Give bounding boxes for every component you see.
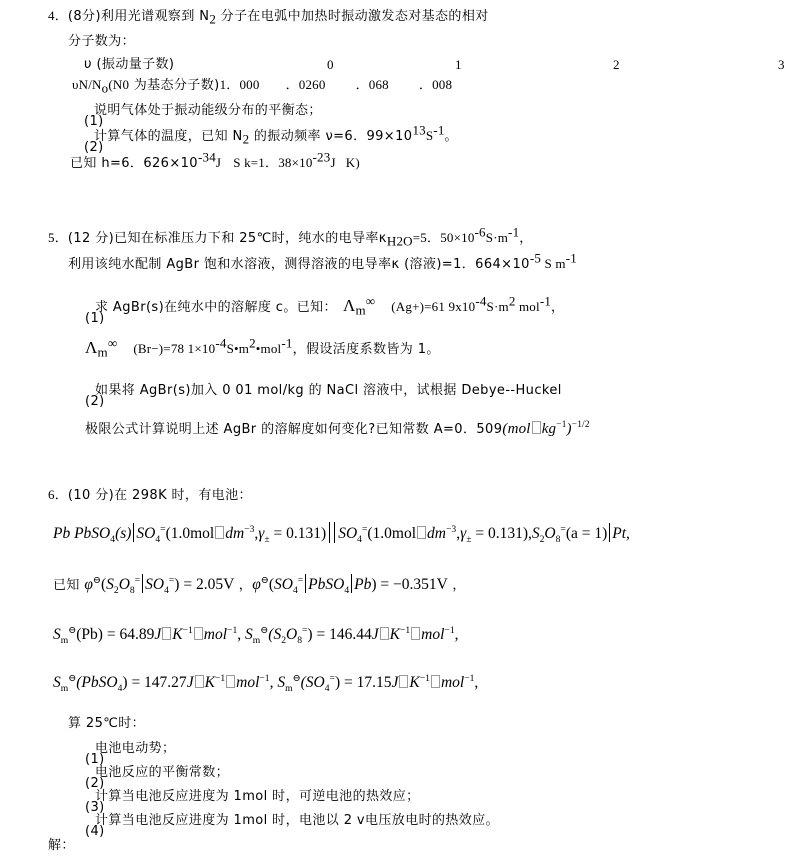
anolyte-gamma-sub: ± xyxy=(264,534,270,546)
problem6-number: 6． xyxy=(48,487,68,502)
s4-species-charge: = xyxy=(329,672,335,684)
phase-boundary-bar xyxy=(305,574,306,593)
problem6-item-2-text: 电池反应的平衡常数； xyxy=(95,765,230,780)
phi1-value: = 2.05V xyxy=(179,576,235,593)
anolyte-conc: (1.0mol xyxy=(165,525,215,542)
phi2-species-b: PbSO xyxy=(308,576,345,593)
problem5-lam2-exp3: -1 xyxy=(281,335,293,351)
problem5-line1-b: =5．50×10 xyxy=(412,230,475,245)
paren-open: ( xyxy=(502,421,508,437)
entropy-line-2 xyxy=(53,672,479,695)
problem4-sub1: (1) 说明气体处于振动能级分布的平衡态； xyxy=(84,103,322,129)
s2-unit-mol: mol xyxy=(421,626,445,643)
s4-species-a-sub: 4 xyxy=(324,683,330,695)
problem5-lam2-d: ，假设活度系数皆为 1。 xyxy=(292,342,440,357)
problem4-table-row1-label xyxy=(84,57,174,73)
problem4-sub2-text-a: 计算气体的温度，已知 N xyxy=(94,129,243,144)
problem6-points: (10 分) xyxy=(67,488,115,503)
lambda-sub-br: m xyxy=(97,344,108,360)
s1-unit-kelvin: K xyxy=(172,626,183,643)
missing-glyph-box xyxy=(417,526,426,539)
paren-close: ) xyxy=(566,421,572,437)
phi1-species-b-charge: = xyxy=(134,574,141,586)
s4-standard-superscript: ⊖ xyxy=(292,672,301,684)
problem4-sub2-text-d: 。 xyxy=(444,129,458,144)
known-exp2: -23 xyxy=(312,149,331,165)
catholyte-ion-sub: 4 xyxy=(357,534,362,546)
row2-label-a: υN/N xyxy=(72,77,102,92)
catholyte-gamma: γ xyxy=(460,525,467,542)
missing-glyph-box xyxy=(194,627,203,640)
row2-value-3: ．008 xyxy=(418,77,453,92)
row2-value-2: ．068 xyxy=(355,77,389,92)
s4-species-a: (SO xyxy=(300,674,325,691)
s2-unit-mol-exp: −1 xyxy=(444,624,455,636)
catholyte-gamma-sub: ± xyxy=(466,534,472,546)
problem5-sub2-line2-a: 极限公式计算说明上述 AgBr 的溶解度如何变化?已知常数 A=0．509 xyxy=(85,422,503,437)
left-electrode-state: (s) xyxy=(115,525,132,542)
left-electrode: Pb PbSO xyxy=(53,525,111,542)
missing-glyph-box xyxy=(411,627,420,640)
phi1-paren-open: ( xyxy=(100,576,107,593)
phase-boundary-bar xyxy=(142,574,143,593)
problem5-line1-a: 已知在标准压力下和 25℃时，纯水的电导率κ xyxy=(114,231,387,246)
problem5-lam2-exp2: 2 xyxy=(249,335,256,351)
unit-mol: mol xyxy=(507,421,531,437)
s3-species-a-sub: 4 xyxy=(117,683,123,695)
potentials-end: ， xyxy=(447,578,466,593)
s3-unit-mol-exp: −1 xyxy=(259,672,270,684)
catholyte-unit-exp: −3 xyxy=(445,523,457,535)
s2-standard-superscript: ⊖ xyxy=(260,624,269,636)
problem5-points: (12 分) xyxy=(67,231,115,246)
problem6-line1 xyxy=(48,487,252,504)
problem5-number: 5． xyxy=(48,230,68,245)
anolyte-unit-exp: −3 xyxy=(244,523,255,535)
lambda-symbol-ag: Λ xyxy=(342,296,356,315)
s2-species-a: (S xyxy=(268,626,282,643)
problem5-line1-d: ， xyxy=(519,231,533,246)
problem6-line1-text: 在 298K 时，有电池： xyxy=(114,488,252,503)
missing-glyph-box xyxy=(399,675,408,688)
phi1-species-c-charge: = xyxy=(168,574,175,586)
phi2-species-a: SO xyxy=(274,576,293,593)
s4-unit-kelvin-exp: −1 xyxy=(419,672,430,684)
s4-unit-joule: J xyxy=(391,674,399,691)
s3-species-a: (PbSO xyxy=(76,674,118,691)
s3-equals-value: = 147.27 xyxy=(127,674,187,691)
missing-glyph-box xyxy=(380,627,389,640)
s3-sub: m xyxy=(60,683,69,695)
s4-unit-mol-exp: −1 xyxy=(464,672,475,684)
problem4-sub2-sub: 2 xyxy=(242,131,250,147)
problem5-sub1-d: mol xyxy=(515,299,540,314)
s3-comma: , xyxy=(269,674,278,691)
persulfate-charge: = xyxy=(560,523,566,535)
problem5-sub1-exp3: -1 xyxy=(539,293,552,309)
problem5-sub1-exp: -4 xyxy=(475,293,487,309)
persulfate-activity: (a = 1) xyxy=(565,525,608,542)
anolyte-gamma: γ xyxy=(258,525,265,542)
problem5-lambda-br-line xyxy=(85,335,440,360)
problem4-line1-sub: 2 xyxy=(209,11,217,27)
problem5-lam2-b: S•m xyxy=(226,341,250,356)
problem6-item-2: (2) 电池反应的平衡常数； xyxy=(85,765,230,791)
row1-value-0: 0 xyxy=(327,57,334,72)
cell-notation: Pb PbSO$_4$(s) $SO_4^=(1.0mol$ $dm^{-3},\gamma_\pm = 0.131$) $SO_4^=(1.0mol$ $dm^{-3},\gamma_\pm = 0.131),S_2O_8^=(a = 1)$ Pt, xyxy=(53,523,630,546)
known-a: 已知 h=6．626×10 xyxy=(70,156,198,171)
s2-unit-kelvin: K xyxy=(389,626,400,643)
problem5-line1-sub: H2O xyxy=(386,233,413,249)
persulfate-sub2: 8 xyxy=(555,534,561,546)
left-electrode-sub: 4 xyxy=(110,534,116,546)
s1-unit-mol-exp: −1 xyxy=(227,624,238,636)
problem5-line2-exp2: -1 xyxy=(565,250,577,266)
phi1-species-b: O xyxy=(118,576,130,593)
phi1-species-a: S xyxy=(106,576,114,593)
s1-sub: m xyxy=(60,635,69,647)
row2-value-0: 1．000 xyxy=(219,77,260,92)
s3-symbol: S xyxy=(53,674,61,691)
s1-unit-joule: J xyxy=(154,626,162,643)
missing-glyph-box xyxy=(431,675,440,688)
problem6-item-4: (4) 计算当电池反应进度为 1mol 时，电池以 2 v电压放电时的热效应。 xyxy=(85,813,499,839)
problem4-points: (8分) xyxy=(67,9,101,24)
phi2-value: = −0.351V xyxy=(376,576,448,593)
problem4-line1-a: 利用光谱观察到 N xyxy=(100,9,210,24)
problem4-sub2-exp: 13 xyxy=(412,122,426,138)
s4-end: , xyxy=(474,674,479,691)
problem4-table-row2 xyxy=(72,77,452,94)
s4-paren-close: ) xyxy=(334,674,341,691)
potentials-separator: ， xyxy=(234,578,253,593)
phi2-species-c: Pb xyxy=(354,576,372,593)
row1-value-1: 1 xyxy=(455,57,462,72)
catholyte-ion-charge: = xyxy=(361,523,368,535)
missing-glyph-box xyxy=(162,627,171,640)
standard-potentials-line: 已知 $\varphi^⊖(S_2O_8^=$ $SO_4^=) = 2.05V$ ，$\varphi^⊖(SO_4^=$ PbSO$_4$ Pb) = −0.351V ， xyxy=(53,574,466,597)
known-b: J xyxy=(215,155,222,170)
anolyte-ion-sub: 4 xyxy=(155,534,161,546)
known-d: J xyxy=(330,155,336,170)
phi1-species-c: SO xyxy=(145,576,165,593)
s2-end: , xyxy=(454,626,459,643)
problem5-lam2-c: •mol xyxy=(255,341,282,356)
s2-species-charge: = xyxy=(302,624,308,636)
s1-standard-superscript: ⊖ xyxy=(68,624,77,636)
problem5-line1-c: S·m xyxy=(485,230,509,245)
problem5-sub1-b: (Ag+)=61 9x10 xyxy=(391,299,476,314)
problem6-item-3: (3) 计算当电池反应进度为 1mol 时，可逆电池的热效应； xyxy=(85,789,420,815)
s2-equals-value: = 146.44 xyxy=(312,626,372,643)
catholyte-unit: dm xyxy=(427,525,446,542)
phase-boundary-bar xyxy=(609,523,610,542)
missing-glyph-box xyxy=(195,675,204,688)
phi1-species-c-sub: 4 xyxy=(164,585,169,597)
row1-value-2: 2 xyxy=(613,57,620,72)
problem6-item-1: (1) 电池电动势； xyxy=(85,741,176,767)
problem4-line2: 分子数为： xyxy=(68,34,136,49)
anolyte-unit: dm xyxy=(225,525,245,542)
lambda-sup-br: ∞ xyxy=(107,335,118,351)
s4-equals-value: = 17.15 xyxy=(340,674,392,691)
anolyte-ion-charge: = xyxy=(160,523,166,535)
outer-exp: −1/2 xyxy=(571,420,590,430)
row2-value-1: ．0260 xyxy=(285,77,326,92)
answer-label: 解： xyxy=(48,838,75,853)
problem5-lam2-a: (Br−)=78 1×10 xyxy=(133,341,216,356)
phase-boundary-bar xyxy=(351,574,352,593)
s3-unit-joule: J xyxy=(186,674,194,691)
lambda-sub-ag: m xyxy=(355,302,366,318)
phi1-paren-close: ) xyxy=(174,576,180,593)
missing-glyph-box xyxy=(226,675,235,688)
problem4-line1 xyxy=(48,8,489,25)
row1-label: υ (振动量子数) xyxy=(84,57,175,72)
row2-label-c: 0 xyxy=(122,77,130,92)
problem5-line1 xyxy=(48,224,533,249)
persulfate-o: O xyxy=(544,525,556,542)
s2-symbol: S xyxy=(245,626,253,643)
problem5-sub2-a: 如果将 AgBr(s)加入 0 01 mol/kg 的 NaCl 溶液中，试根据 Debye--Huckel xyxy=(95,383,562,398)
missing-glyph-box xyxy=(532,421,541,434)
problem4-sub2-text-c: S xyxy=(425,128,434,143)
known-c: S k=1．38×10 xyxy=(233,155,313,170)
s4-symbol: S xyxy=(277,674,286,691)
problem4-sub2-text-b: 的振动频率 ν=6．99×10 xyxy=(249,129,413,144)
problem5-line2-a: 利用该纯水配制 AgBr 饱和水溶液，测得溶液的电导率κ (溶液)=1．664×10 xyxy=(68,257,530,272)
row2-label-d: 为基态分子数) xyxy=(129,78,220,93)
s2-species-b: O xyxy=(286,626,298,643)
phi2-species-a-sub: 4 xyxy=(292,585,298,597)
problem4-line1-b: 分子在电弧中加热时振动激发态对基态的相对 xyxy=(216,9,489,24)
problem5-line2 xyxy=(68,250,577,273)
phi1-species-a-sub: 2 xyxy=(113,585,119,597)
phi2-standard-superscript: ⊖ xyxy=(260,574,269,586)
catholyte-gamma-val: = 0.131), xyxy=(471,525,532,542)
problem4-sub1-text: 说明气体处于振动能级分布的平衡态； xyxy=(94,103,322,118)
problem5-line2-exp: -5 xyxy=(529,250,542,266)
phi1-species-b-sub: 8 xyxy=(129,585,135,597)
problem5-lam2-exp: -4 xyxy=(215,335,227,351)
s4-unit-kelvin: K xyxy=(409,674,420,691)
s4-sub: m xyxy=(285,683,293,695)
s3-paren-close: ) xyxy=(122,674,128,691)
known-exp1: -34 xyxy=(197,149,216,165)
persulfate-sub1: 2 xyxy=(539,534,545,546)
problem5-line1-exp2: -1 xyxy=(508,224,520,240)
problem6-item-1-text: 电池电动势； xyxy=(95,741,176,756)
lambda-symbol-br: Λ xyxy=(85,338,98,357)
phi1-symbol: φ xyxy=(84,576,93,593)
problem4-sub2: (2) 计算气体的温度，已知 $N_2$ 的振动频率 ν=6．$99\times 10^{13}S^{-1}$。 xyxy=(84,122,458,155)
problem4-number: 4． xyxy=(48,8,68,23)
s2-unit-kelvin-exp: −1 xyxy=(399,624,411,636)
right-electrode: Pt, xyxy=(612,525,630,542)
problem4-known-constants xyxy=(70,149,360,172)
known-e: K) xyxy=(345,155,360,170)
persulfate-s: S xyxy=(531,525,540,542)
catholyte-ion: SO xyxy=(338,525,358,542)
phase-boundary-bar xyxy=(133,523,134,542)
problem5-sub1-c: S·m xyxy=(486,299,509,314)
problem6-item-3-text: 计算当电池反应进度为 1mol 时，可逆电池的热效应； xyxy=(95,789,420,804)
lambda-sup-ag: ∞ xyxy=(365,293,376,309)
row2-label-b: (N xyxy=(108,77,123,92)
problem5-sub1-a: 求 AgBr(s)在纯水中的溶解度 c。已知： xyxy=(95,300,337,315)
problem5-sub2: (2) 如果将 AgBr(s)加入 0 01 mol/kg 的 NaCl 溶液中，试根据 Debye--Huckel xyxy=(85,383,562,409)
s2-unit-joule: J xyxy=(371,626,379,643)
phi2-species-a-charge: = xyxy=(297,574,304,586)
entropy-line-1 xyxy=(53,624,459,647)
s1-unit-kelvin-exp: −1 xyxy=(182,624,193,636)
phi2-symbol: φ xyxy=(252,576,261,593)
problem5-sub1: (1) 求 AgBr(s)在纯水中的溶解度 c。已知： $\Lambda_m^\infty$ (Ag+)=61 $9x10^{-4}S\cdot m^2$ mol$^{-1}$， xyxy=(85,293,565,326)
debye-huckel-constant-units xyxy=(502,421,589,437)
s1-comma: , xyxy=(237,626,246,643)
problem5-line2-b: S m xyxy=(541,256,566,271)
problem5-sub1-e: ， xyxy=(551,300,565,315)
s1-equals-value: = 64.89 xyxy=(102,626,155,643)
unit-kg: kg xyxy=(541,421,557,437)
unit-kg-exp: −1 xyxy=(556,420,567,430)
phi2-species-b-sub: 4 xyxy=(344,585,350,597)
s3-unit-mol: mol xyxy=(236,674,260,691)
anolyte-ion: SO xyxy=(136,525,156,542)
problem6-calc-intro: 算 25℃时： xyxy=(68,716,146,731)
anolyte-gamma-val: = 0.131) xyxy=(269,525,327,542)
problem5-sub2-line2 xyxy=(85,420,590,438)
s2-paren-close: ) xyxy=(307,626,313,643)
catholyte-conc: (1.0mol xyxy=(367,525,417,542)
s3-unit-kelvin-exp: −1 xyxy=(214,672,226,684)
row1-value-3: 3 xyxy=(778,57,785,72)
problem5-sub1-exp2: 2 xyxy=(508,293,516,309)
problem6-item-4-text: 计算当电池反应进度为 1mol 时，电池以 2 v电压放电时的热效应。 xyxy=(95,813,499,828)
phi1-standard-superscript: ⊖ xyxy=(92,574,101,586)
s3-standard-superscript: ⊖ xyxy=(68,672,77,684)
missing-glyph-box xyxy=(215,526,224,539)
s3-unit-kelvin: K xyxy=(204,674,215,691)
s2-sub: m xyxy=(252,635,261,647)
potentials-prefix: 已知 xyxy=(53,578,85,593)
salt-bridge-bar xyxy=(329,522,335,543)
s1-unit-mol: mol xyxy=(203,626,228,643)
problem4-sub2-exp2: -1 xyxy=(433,122,445,138)
s4-unit-mol: mol xyxy=(440,674,465,691)
s2-species-b-sub: 8 xyxy=(297,635,302,647)
problem5-line1-exp: -6 xyxy=(474,224,486,240)
s1-symbol: S xyxy=(53,626,61,643)
row2-label-sub: o xyxy=(101,80,109,96)
s2-species-a-sub: 2 xyxy=(281,635,286,647)
s1-species: (Pb) xyxy=(76,626,103,643)
